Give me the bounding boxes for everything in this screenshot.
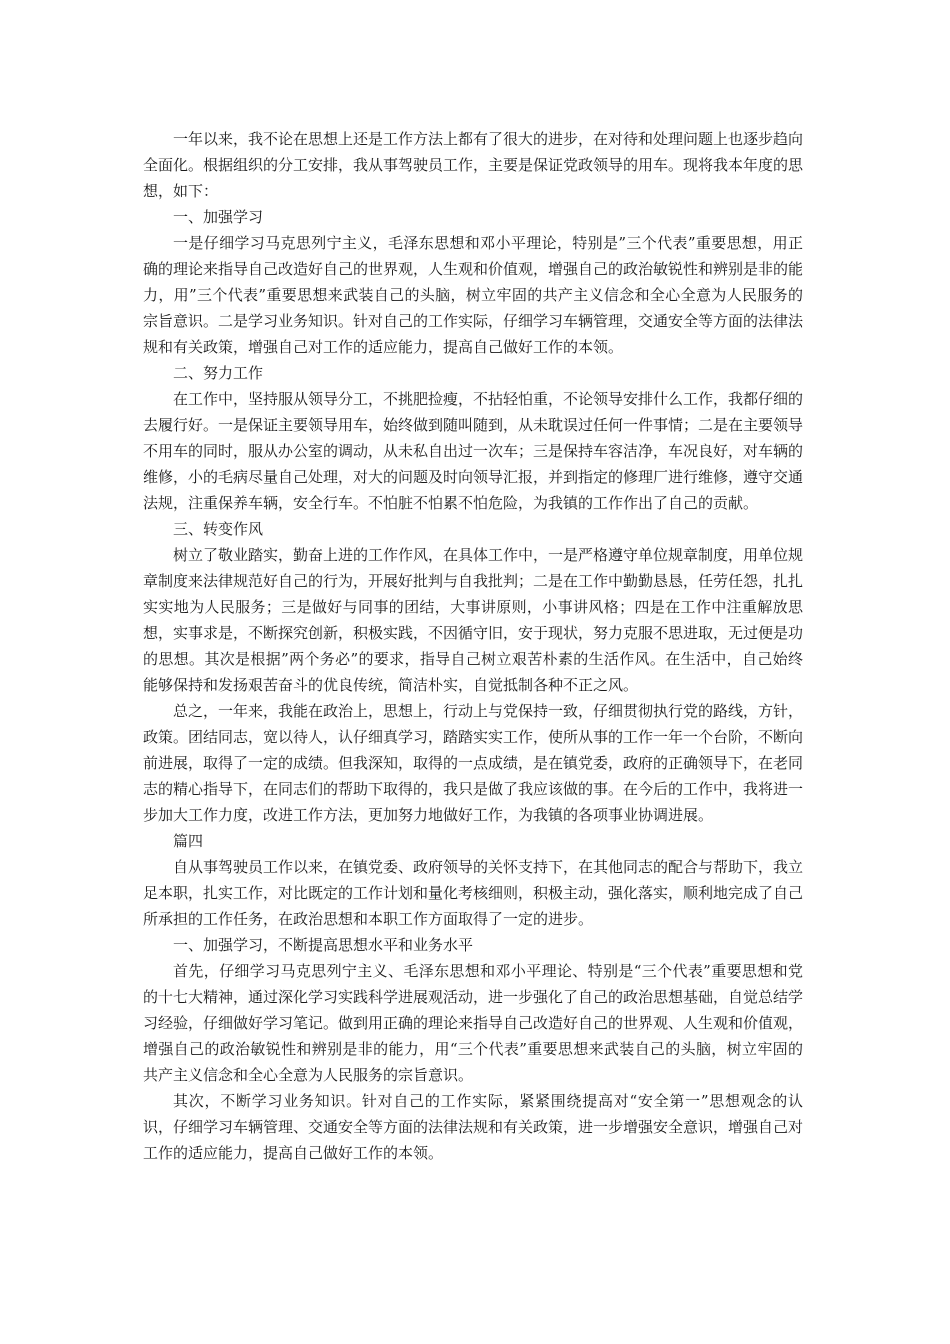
- heading-part-four: 篇四: [173, 832, 204, 850]
- paragraph-intro: 一年以来，我不论在思想上还是工作方法上都有了很大的进步，在对待和处理问题上也逐步趋向全面化。根据组织的分工安排，我从事驾驶员工作，主要是保证党政领导的用车。现将我本年度的思想，如下：: [143, 130, 804, 200]
- heading-change-style: 三、转变作风: [173, 520, 264, 538]
- paragraph-part-four-intro: 自从事驾驶员工作以来，在镇党委、政府领导的关怀支持下，在其他同志的配合与帮助下，我立足本职，扎实工作，对比既定的工作计划和量化考核细则，积极主动，强化落实，顺利地完成了自己所承担的工作任务，在政治思想和本职工作方面取得了一定的进步。: [143, 858, 804, 928]
- heading-hard-work: 二、努力工作: [173, 364, 264, 382]
- heading-improve-level: 一、加强学习，不断提高思想水平和业务水平: [173, 936, 474, 954]
- paragraph-study: 一是仔细学习马克思列宁主义，毛泽东思想和邓小平理论，特别是”三个代表”重要思想，用正确的理论来指导自己改造好自己的世界观，人生观和价值观，增强自己的政治敏锐性和辨别是非的能力，用”三个代表”重要思想来武装自己的头脑，树立牢固的共产主义信念和全心全意为人民服务的宗旨意识。二是学习业务知识。针对自己的工作实际，仔细学习车辆管理，交通安全等方面的法律法规和有关政策，增强自己对工作的适应能力，提高自己做好工作的本领。: [143, 234, 804, 356]
- paragraph-summary: 总之，一年来，我能在政治上，思想上，行动上与党保持一致，仔细贯彻执行党的路线，方针，政策。团结同志，宽以待人，认仔细真学习，踏踏实实工作，使所从事的工作一年一个台阶，不断向前进展，取得了一定的成绩。但我深知，取得的一点成绩，是在镇党委，政府的正确领导下，在老同志的精心指导下，在同志们的帮助下取得的，我只是做了我应该做的事。在今后的工作中，我将进一步加大工作力度，改进工作方法，更加努力地做好工作，为我镇的各项事业协调进展。: [143, 702, 804, 824]
- paragraph-second-study: 其次，不断学习业务知识。针对自己的工作实际，紧紧围绕提高对“安全第一”思想观念的认识，仔细学习车辆管理、交通安全等方面的法律法规和有关政策，进一步增强安全意识，增强自己对工作的适应能力，提高自己做好工作的本领。: [143, 1092, 804, 1162]
- paragraph-first-study: 首先，仔细学习马克思列宁主义、毛泽东思想和邓小平理论、特别是“三个代表”重要思想和党的十七大精神，通过深化学习实践科学进展观活动，进一步强化了自己的政治思想基础，自觉总结学习经验，仔细做好学习笔记。做到用正确的理论来指导自己改造好自己的世界观、人生观和价值观，增强自己的政治敏锐性和辨别是非的能力，用“三个代表”重要思想来武装自己的头脑，树立牢固的共产主义信念和全心全意为人民服务的宗旨意识。: [143, 962, 804, 1084]
- paragraph-style: 树立了敬业踏实，勤奋上进的工作作风，在具体工作中，一是严格遵守单位规章制度，用单位规章制度来法律规范好自己的行为，开展好批判与自我批判；二是在工作中勤勤恳恳，任劳任怨，扎扎实实地为人民服务；三是做好与同事的团结，大事讲原则，小事讲风格；四是在工作中注重解放思想，实事求是，不断探究创新，积极实践，不因循守旧，安于现状，努力克服不思进取，无过便是功的思想。其次是根据”两个务必”的要求，指导自己树立艰苦朴素的生活作风。在生活中，自己始终能够保持和发扬艰苦奋斗的优良传统，简洁朴实，自觉抵制各种不正之风。: [143, 546, 804, 694]
- heading-strengthen-study: 一、加强学习: [173, 208, 264, 226]
- paragraph-work: 在工作中，坚持服从领导分工，不挑肥捡瘦，不拈轻怕重，不论领导安排什么工作，我都仔细的去履行好。一是保证主要领导用车，始终做到随叫随到，从未耽误过任何一件事情；二是在主要领导不用车的同时，服从办公室的调动，从未私自出过一次车；三是保持车容洁净，车况良好，对车辆的维修，小的毛病尽量自己处理，对大的问题及时向领导汇报，并到指定的修理厂进行维修，遵守交通法规，注重保养车辆，安全行车。不怕脏不怕累不怕危险，为我镇的工作作出了自己的贡献。: [143, 390, 804, 512]
- document-body: [143, 126, 803, 1166]
